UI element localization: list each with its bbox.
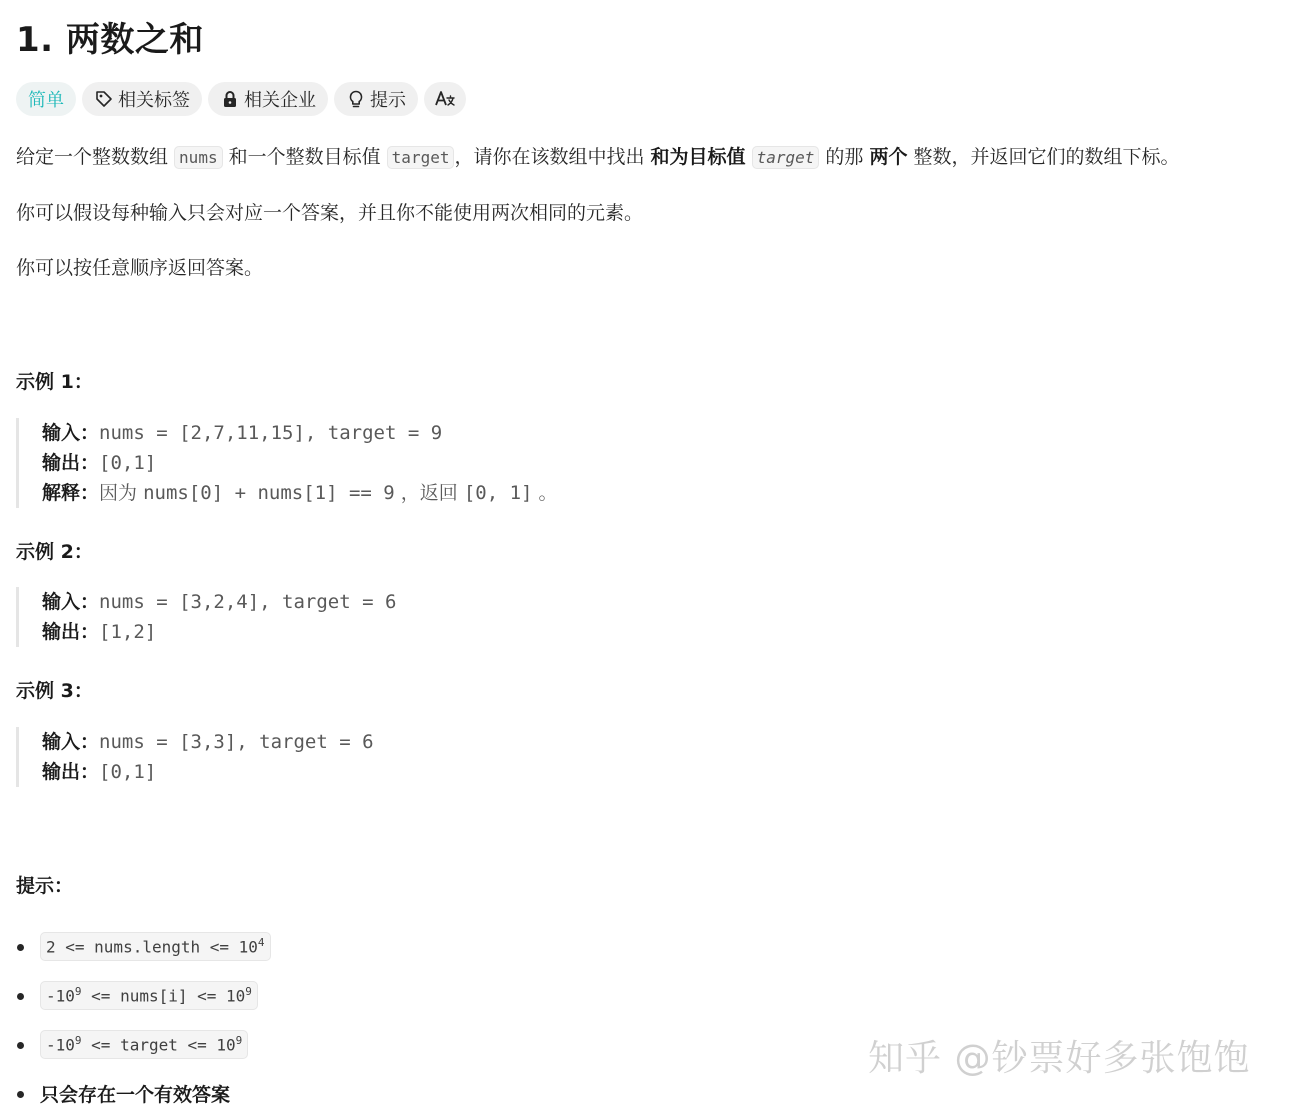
related-tags-button[interactable] <box>82 82 202 116</box>
difficulty-label: 简单 <box>28 90 64 111</box>
constraint-item <box>16 971 271 1020</box>
constraint-code <box>40 932 271 960</box>
superscript: 9 <box>74 1034 82 1048</box>
constraint-text: 只会存在一个有效答案 <box>40 1084 231 1106</box>
example-1-block <box>16 418 558 508</box>
constraint-item <box>16 1020 271 1069</box>
superscript: 4 <box>257 936 265 950</box>
example-1-heading: 示例 1： <box>16 371 93 393</box>
output-value: [0,1] <box>99 452 157 474</box>
text: 和一个整数目标值 <box>222 146 387 168</box>
output-value: [0,1] <box>99 761 157 783</box>
input-label: 输入： <box>42 731 100 753</box>
constraints-heading: 提示： <box>16 875 74 897</box>
text: ，请你在该数组中找出 <box>454 146 651 168</box>
bullet-icon <box>17 1042 24 1049</box>
text: <= target <= 10 <box>81 1035 236 1055</box>
constraint-item <box>16 1069 271 1118</box>
constraint-code <box>40 981 258 1009</box>
text: -10 <box>46 986 75 1006</box>
bullet-icon <box>17 1091 24 1098</box>
text: 给定一个整数数组 <box>16 146 175 168</box>
hint-label: 提示 <box>370 90 406 111</box>
input-value: nums = [3,3], target = 6 <box>99 731 374 753</box>
text: -10 <box>46 1035 75 1055</box>
translate-button[interactable] <box>424 82 466 116</box>
explanation-code: nums[0] + nums[1] == 9 <box>143 482 395 504</box>
related-companies-button[interactable] <box>208 82 328 116</box>
output-value: [1,2] <box>99 621 157 643</box>
difficulty-badge[interactable] <box>16 82 76 116</box>
bullet-icon <box>17 993 24 1000</box>
related-companies-label: 相关企业 <box>244 90 316 111</box>
bold-text: 两个 <box>869 146 908 168</box>
constraints-list <box>16 922 271 1118</box>
output-label: 输出： <box>42 621 100 643</box>
text: 2 <= nums.length <= 10 <box>46 937 258 957</box>
inline-code-nums: nums <box>174 146 223 169</box>
bold-text: 和为目标值 <box>650 146 746 168</box>
explanation-label: 解释： <box>42 482 100 504</box>
bullet-icon <box>17 944 24 951</box>
example-3-input <box>42 727 374 757</box>
tag-icon <box>94 89 114 109</box>
input-label: 输入： <box>42 422 100 444</box>
input-value: nums = [2,7,11,15], target = 9 <box>99 422 443 444</box>
example-3-heading: 示例 3： <box>16 680 93 702</box>
description-paragraph-2: 你可以假设每种输入只会对应一个答案，并且你不能使用两次相同的元素。 <box>16 202 644 224</box>
example-2-heading: 示例 2： <box>16 541 93 563</box>
example-1-explanation <box>42 478 558 508</box>
inline-code-target-italic: target <box>752 146 820 169</box>
problem-title: 1. 两数之和 <box>16 20 204 60</box>
text: 的那 <box>819 146 870 168</box>
output-label: 输出： <box>42 452 100 474</box>
related-tags-label: 相关标签 <box>118 90 190 111</box>
text: 因为 <box>99 482 144 504</box>
example-2-output <box>42 617 396 647</box>
input-label: 输入： <box>42 591 100 613</box>
superscript: 9 <box>235 1034 243 1048</box>
lightbulb-icon <box>346 89 366 109</box>
example-1-output <box>42 448 558 478</box>
constraint-item <box>16 922 271 971</box>
example-2-input <box>42 587 396 617</box>
text: ，返回 <box>394 482 464 504</box>
superscript: 9 <box>74 985 82 999</box>
watermark: 知乎 @钞票好多张饱饱 <box>868 1038 1251 1079</box>
description-paragraph-3: 你可以按任意顺序返回答案。 <box>16 257 264 279</box>
explanation-code: [0, 1] <box>463 482 533 504</box>
example-1-input <box>42 418 558 448</box>
example-3-block <box>16 727 374 787</box>
text: <= nums[i] <= 10 <box>81 986 246 1006</box>
translate-icon <box>434 89 456 109</box>
constraint-code <box>40 1030 248 1058</box>
tag-bar <box>16 82 466 116</box>
description-paragraph-1 <box>16 142 1180 173</box>
lock-icon <box>220 89 240 109</box>
input-value: nums = [3,2,4], target = 6 <box>99 591 397 613</box>
output-label: 输出： <box>42 761 100 783</box>
superscript: 9 <box>245 985 252 999</box>
inline-code-target: target <box>387 146 455 169</box>
text: 整数，并返回它们的数组下标。 <box>907 146 1180 168</box>
hint-button[interactable] <box>334 82 418 116</box>
text: 。 <box>532 482 558 504</box>
example-2-block <box>16 587 396 647</box>
example-3-output <box>42 757 374 787</box>
